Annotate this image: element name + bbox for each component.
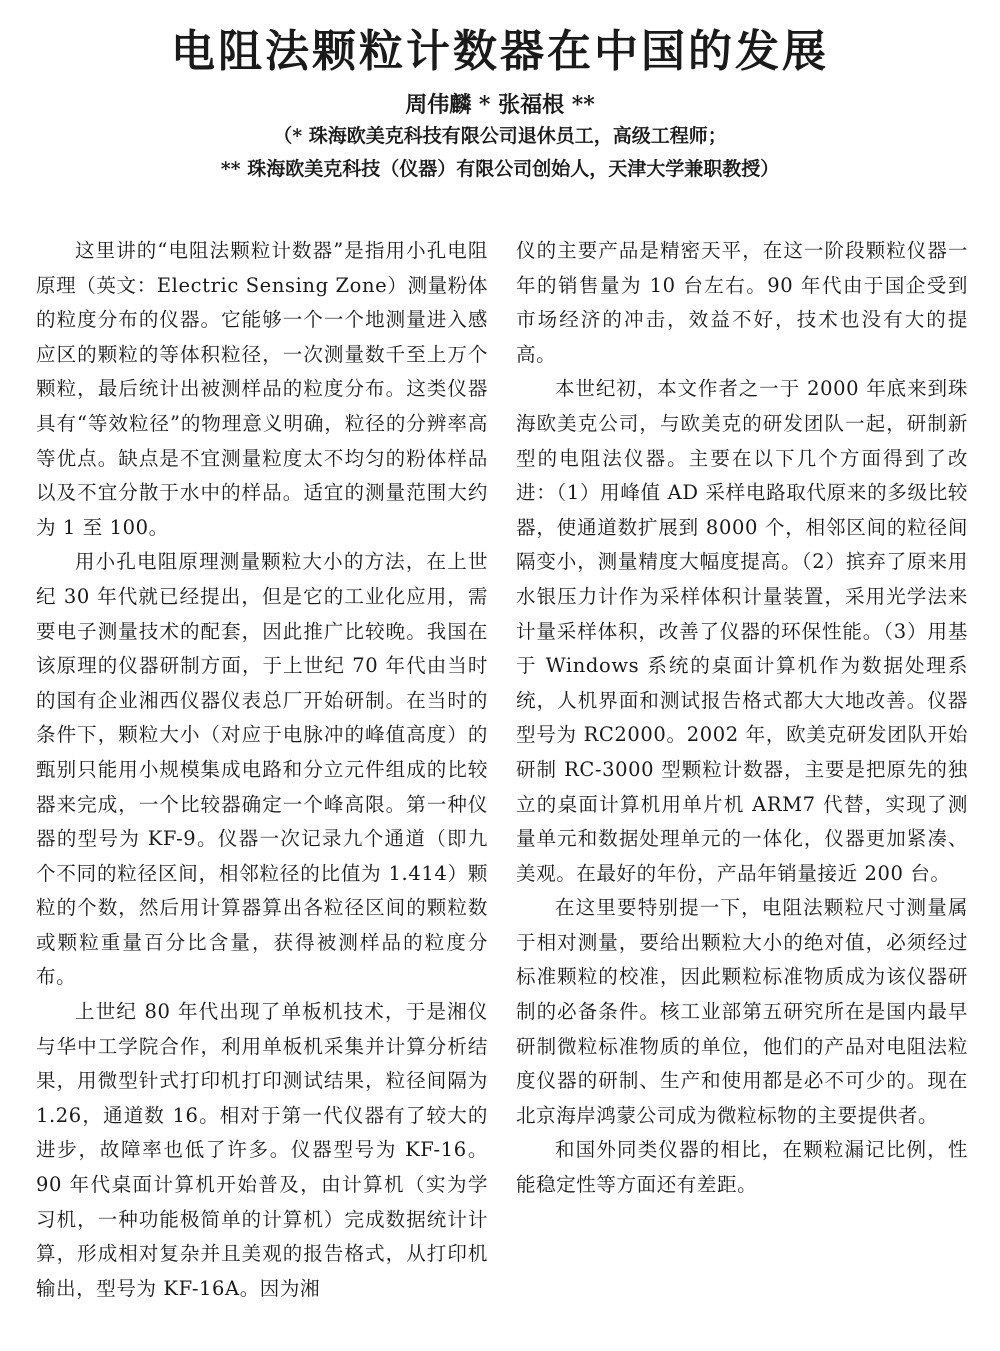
right-column xyxy=(516,234,968,1203)
body-paragraph-3: 上世纪 80 年代出现了单板机技术，于是湘仪与华中工学院合作，利用单板机采集并计算分析结果，用微型针式打印机打印测试结果，粒径间隔为 1.26，通道数 16。相对于第一代仪器有了较大的进步，故障率也低了许多。仪器型号为 KF-16。 90 年代桌面计算机开始普及，由计算机（实为学习机，一种功能极简单的计算机）完成数据统计计算，形成相对复杂并且美观的报告格式，从打印机输出，型号为 KF-16A。因为湘 xyxy=(36,1000,488,1300)
body-paragraph-3-continued: 仪的主要产品是精密天平，在这一阶段颗粒仪器一年的销售量为 10 台左右。90 年代由于国企受到市场经济的冲击，效益不好，技术也没有大的提高。 xyxy=(516,239,968,366)
author-line: 周伟麟 * 张福根 ** xyxy=(405,92,595,118)
body-paragraph-6: 和国外同类仪器的相比，在颗粒漏记比例，性能稳定性等方面还有差距。 xyxy=(516,1138,968,1197)
left-column xyxy=(36,234,488,1306)
affiliation-line-2: ** 珠海欧美克科技（仪器）有限公司创始人，天津大学兼职教授） xyxy=(220,158,780,180)
affiliation-line-1: （* 珠海欧美克科技有限公司退休员工，高级工程师； xyxy=(273,125,727,147)
body-paragraph-5: 在这里要特别提一下，电阻法颗粒尺寸测量属于相对测量，要给出颗粒大小的绝对值，必须经过标准颗粒的校准，因此颗粒标准物质成为该仪器研制的必备条件。核工业部第五研究所在是国内最早研制微粒标准物质的单位，他们的产品对电阻法粒度仪器的研制、生产和使用都是必不可少的。现在北京海岸鸿蒙公司成为微粒标物的主要提供者。 xyxy=(516,896,968,1127)
body-paragraph-2: 用小孔电阻原理测量颗粒大小的方法，在上世纪 30 年代就已经提出，但是它的工业化应用，需要电子测量技术的配套，因此推广比较晚。我国在该原理的仪器研制方面，于上世纪 70 年代由当时的国有企业湘西仪器仪表总厂开始研制。在当时的条件下，颗粒大小（对应于电脉冲的峰值高度）的甄别只能用小规模集成电路和分立元件组成的比较器来完成，一个比较器确定一个峰高限。第一种仪器的型号为 KF-9。仪器一次记录九个通道（即九个不同的粒径区间，相邻粒径的比值为 1.414）颗粒的个数，然后用计算器算出各粒径区间的颗粒数或颗粒重量百分比含量，获得被测样品的粒度分布。 xyxy=(36,550,488,989)
body-paragraph-1: 这里讲的“电阻法颗粒计数器”是指用小孔电阻原理（英文：Electric Sensing Zone）测量粉体的粒度分布的仪器。它能够一个一个地测量进入感应区的颗粒的等体积粒径，一次测量数千至上万个颗粒，最后统计出被测样品的粒度分布。这类仪器具有“等效粒径”的物理意义明确，粒径的分辨率高等优点。缺点是不宜测量粒度太不均匀的粉体样品以及不宜分散于水中的样品。适宜的测量范围大约为 1 至 100。 xyxy=(36,239,488,539)
article-title: 电阻法颗粒计数器在中国的发展 xyxy=(171,26,829,77)
body-paragraph-4: 本世纪初，本文作者之一于 2000 年底来到珠海欧美克公司，与欧美克的研发团队一起，研制新型的电阻法仪器。主要在以下几个方面得到了改进：（1）用峰值 AD 采样电路取代原来的多级比较器，使通道数扩展到 8000 个，相邻区间的粒径间隔变小，测量精度大幅度提高。（2）摈弃了原来用水银压力计作为采样体积计量装置，采用光学法来计量采样体积，改善了仪器的环保性能。（3）用基于 Windows 系统的桌面计算机作为数据处理系统，人机界面和测试报告格式都大大地改善。仪器型号为 RC2000。2002 年，欧美克研发团队开始研制 RC-3000 型颗粒计数器，主要是把原先的独立的桌面计算机用单片机 ARM7 代替，实现了测量单元和数据处理单元的一体化，仪器更加紧凑、美观。在最好的年份，产品年销量接近 200 台。 xyxy=(516,377,968,885)
